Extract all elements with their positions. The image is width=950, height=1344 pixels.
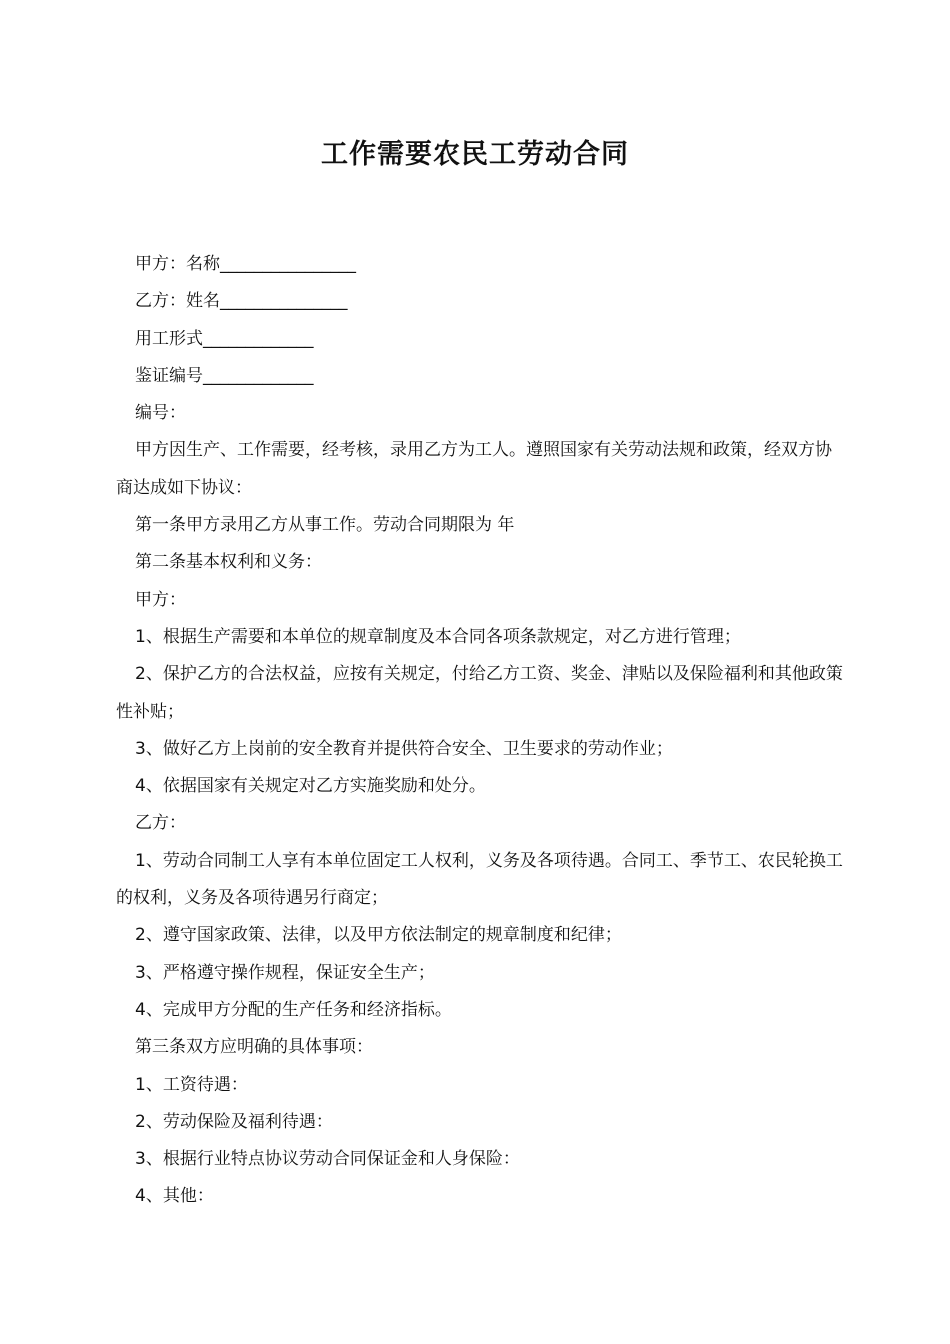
article-2-heading: 第二条基本权利和义务：	[135, 552, 322, 573]
party-b-name-line: 乙方：姓名_______________	[135, 291, 348, 312]
party-a-name-line: 甲方：名称________________	[135, 254, 356, 274]
employment-form-line: 用工形式_____________	[135, 328, 314, 349]
party-a-item-3: 3、做好乙方上岗前的安全教育并提供符合安全、卫生要求的劳动作业；	[135, 738, 673, 759]
document-body	[116, 246, 846, 1216]
article-3-item-1: 1、工资待遇：	[135, 1074, 248, 1095]
party-a-item-2: 2、保护乙方的合法权益，应按有关规定，付给乙方工资、奖金、津贴以及保险福利和其他政策性补贴；	[116, 664, 843, 722]
article-1: 第一条甲方录用乙方从事工作。劳动合同期限为 年	[135, 515, 515, 536]
party-b-heading: 乙方：	[135, 813, 186, 834]
party-b-item-3: 3、严格遵守操作规程，保证安全生产；	[135, 962, 435, 983]
article-3-heading: 第三条双方应明确的具体事项：	[135, 1037, 373, 1058]
article-3-item-4: 4、其他：	[135, 1186, 214, 1207]
party-b-item-1: 1、劳动合同制工人享有本单位固定工人权利，义务及各项待遇。合同工、季节工、农民轮换工的权利，义务及各项待遇另行商定；	[116, 850, 843, 909]
party-a-item-1: 1、根据生产需要和本单位的规章制度及本合同各项条款规定，对乙方进行管理；	[135, 626, 741, 647]
number-line: 编号：	[135, 403, 186, 424]
party-b-item-4: 4、完成甲方分配的生产任务和经济指标。	[135, 999, 452, 1020]
party-a-item-4: 4、依据国家有关规定对乙方实施奖励和处分。	[135, 776, 486, 797]
article-3-item-3: 3、根据行业特点协议劳动合同保证金和人身保险：	[135, 1149, 520, 1170]
article-3-item-2: 2、劳动保险及福利待遇：	[135, 1111, 333, 1132]
party-a-heading: 甲方：	[135, 589, 186, 610]
party-b-item-2: 2、遵守国家政策、法律，以及甲方依法制定的规章制度和纪律；	[135, 925, 622, 946]
document-title: 工作需要农民工劳动合同	[321, 139, 629, 170]
preamble-paragraph: 甲方因生产、工作需要，经考核，录用乙方为工人。遵照国家有关劳动法规和政策，经双方协商达成如下协议：	[116, 440, 832, 498]
certification-number-line: 鉴证编号_____________	[135, 365, 314, 386]
